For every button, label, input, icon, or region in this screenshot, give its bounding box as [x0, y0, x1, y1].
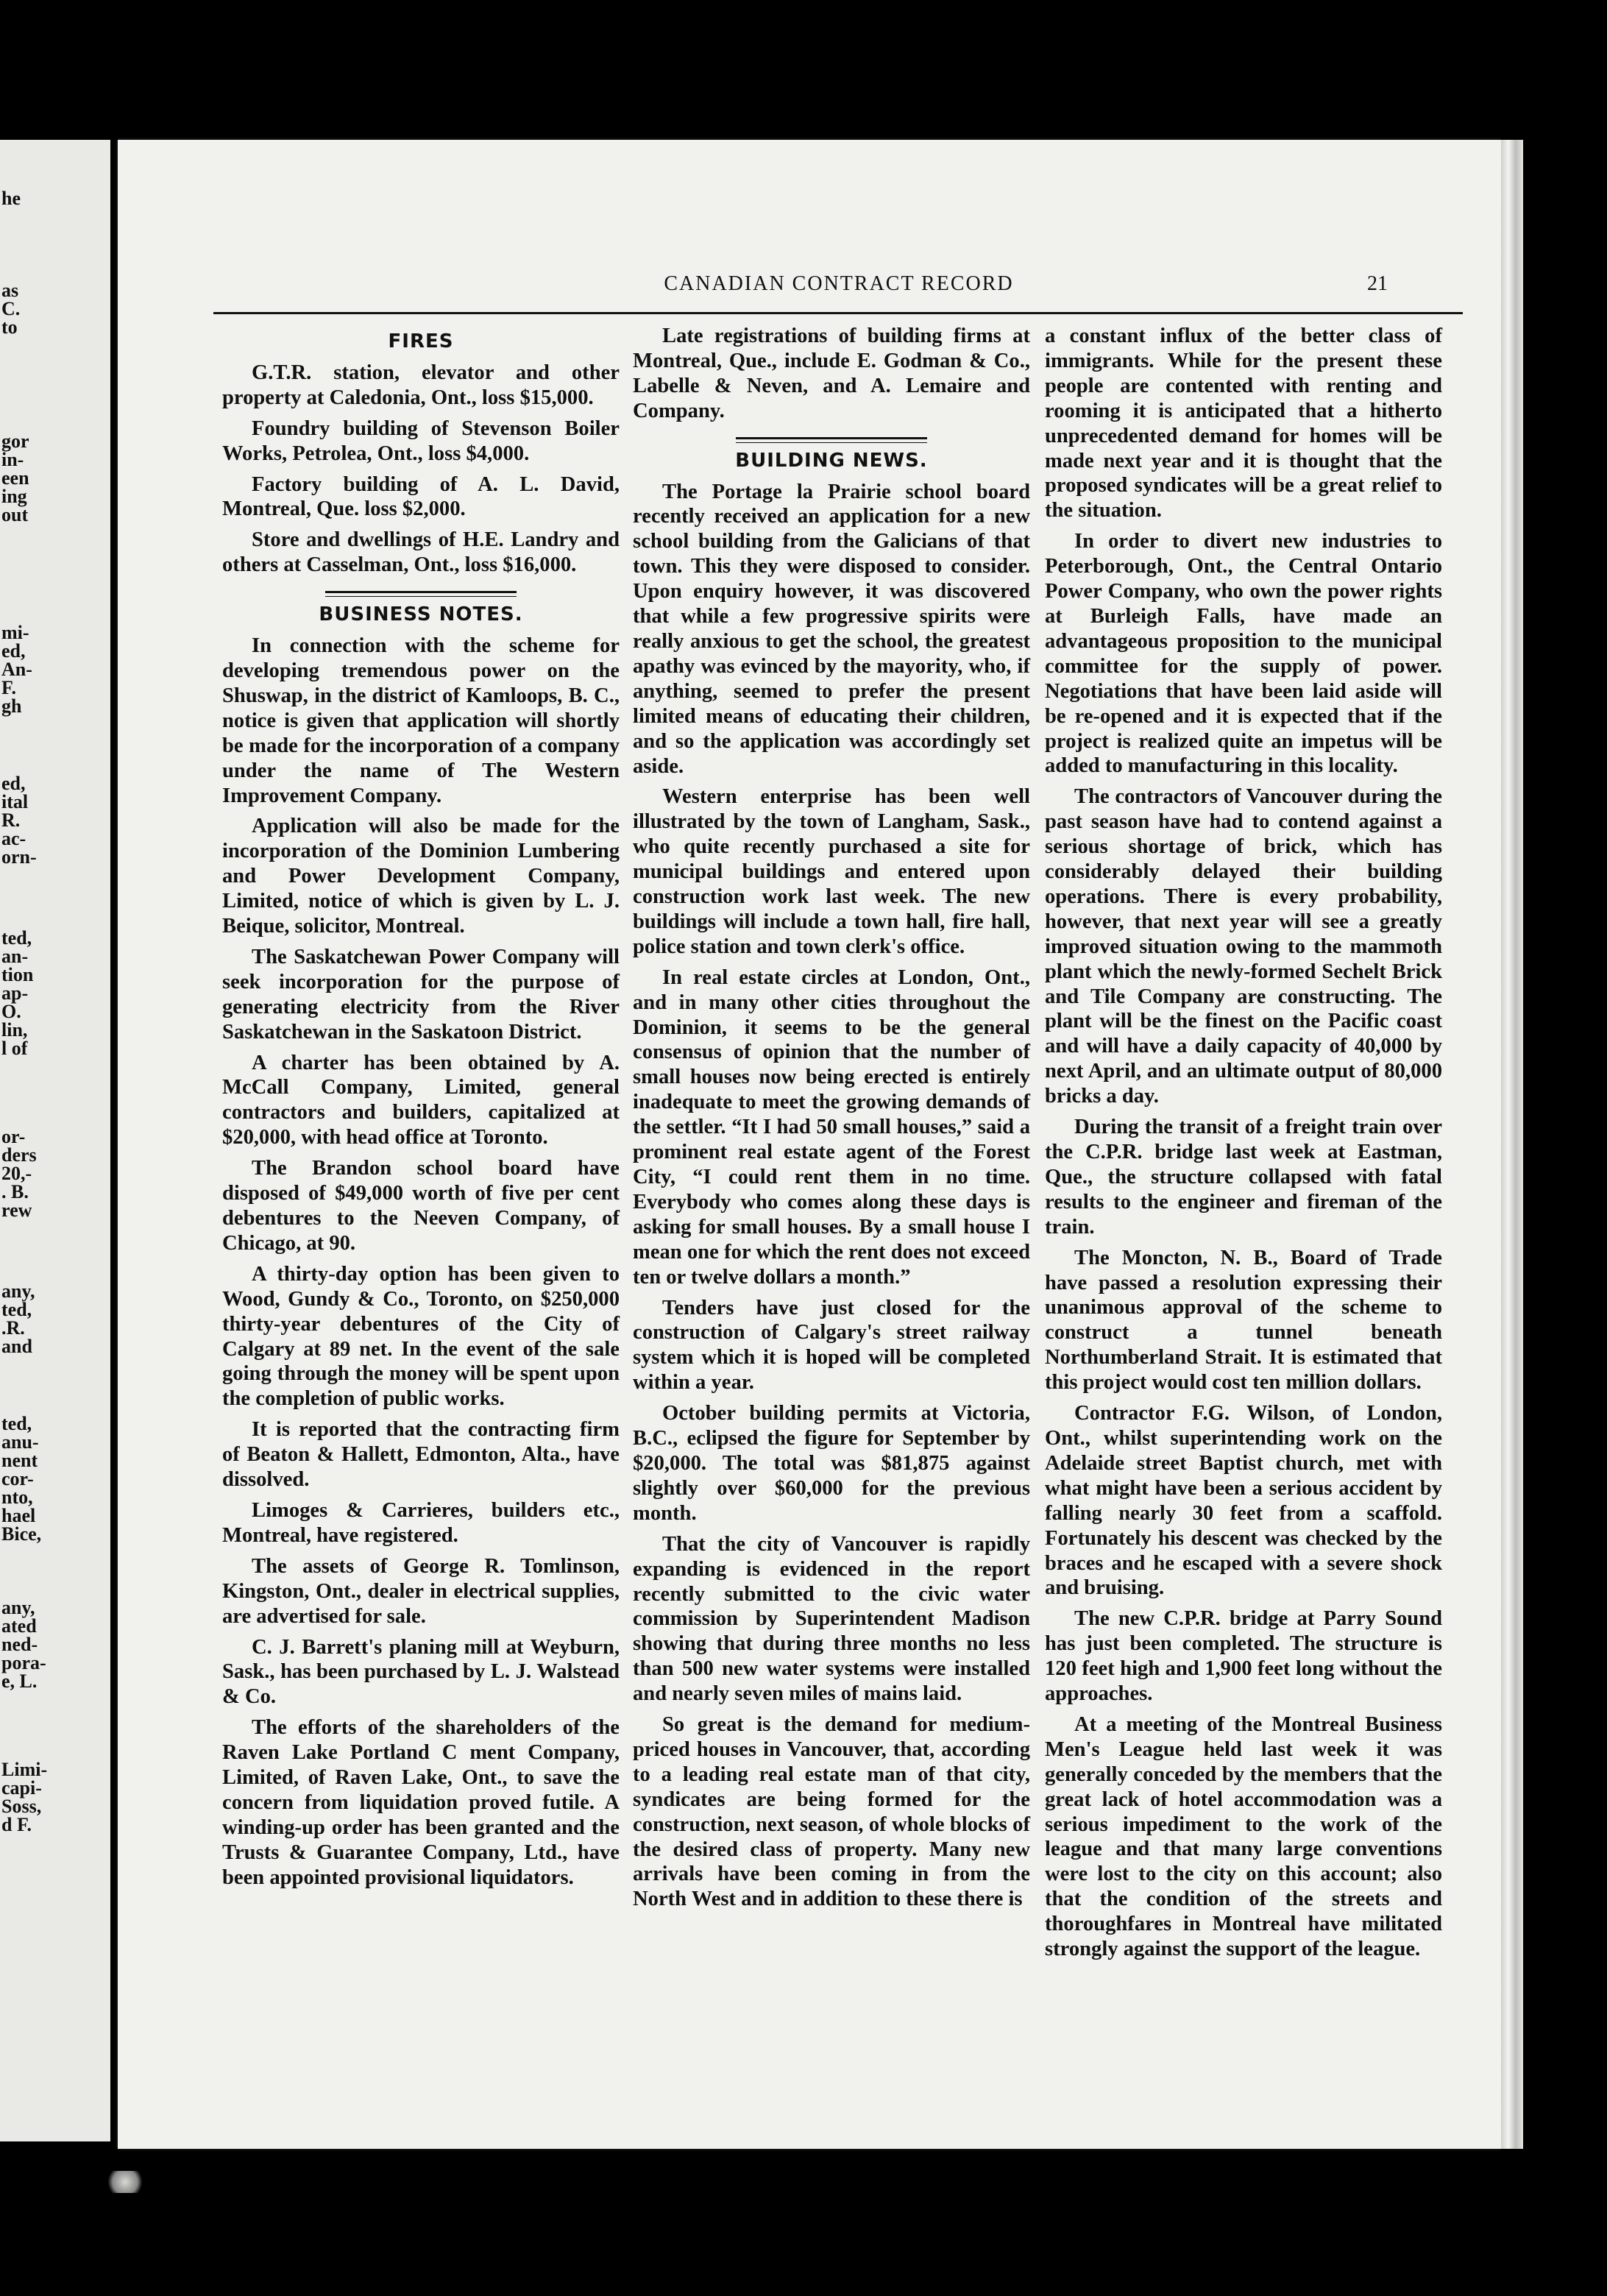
facing-page-fragment: [0, 140, 110, 2141]
news-paragraph: October building permits at Victoria, B.C., eclipsed the figure for September by $20,000. The total was $81,875 against slightly over $60,000 for the previous month.: [633, 1402, 1030, 1525]
business-note: Application will also be made for the incorporation of the Dominion Lumbering and Power Development Company, Limited, notice of which is given by L. J. Beique, solicitor, Montreal.: [222, 815, 620, 938]
facing-page-text: rew: [1, 1200, 32, 1221]
business-note: A charter has been obtained by A. McCall Company, Limited, general contractors and builders, capitalized at $20,000, with head office at Toronto.: [222, 1051, 620, 1149]
column-2: [633, 324, 1030, 1918]
facing-page-text: ted,: [1, 1413, 32, 1434]
page-edge: [1501, 140, 1523, 2149]
facing-page-text: he: [1, 188, 21, 209]
facing-page-text: An-: [1, 659, 32, 680]
building-news-list: [633, 480, 1030, 1913]
facing-page-text: ders: [1, 1144, 37, 1166]
facing-page-text: an-: [1, 946, 29, 967]
news-paragraph: In real estate circles at London, Ont., and in many other cities throughout the Dominion, it seems to be the general consensus of opinion that the number of small houses now being erected is entirely inadequate to meet the growing demands of the settler. “It I had 50 small houses,” said a prominent real estate agent of the Forest City, “I could rent them in no time. Everybody who comes along these days is asking for small houses. By a small house I mean one for which the rent does not exceed ten or twelve dollars a month.”: [633, 965, 1030, 1289]
facing-page-text: Soss,: [1, 1796, 42, 1817]
business-note: Limoges & Carrieres, builders etc., Montreal, have registered.: [222, 1498, 620, 1547]
news-paragraph: Tenders have just closed for the construction of Calgary's street railway system which it is hoped will be completed within a year.: [633, 1296, 1030, 1395]
facing-page-text: d F.: [1, 1814, 32, 1835]
registrations-note: [633, 324, 1030, 424]
column-3: [1045, 324, 1442, 1968]
facing-page-text: or-: [1, 1126, 26, 1147]
news-paragraph: The contractors of Vancouver during the past season have had to contend against a serious shortage of brick, which has considerably delayed their building operations. There is every probability, however, that next year will see a greatly improved situation owing to the mammoth plant which the newly-formed Sechelt Brick and Tile Company are constructing. The plant will be the finest on the Pacific coast and will have a daily capacity of 40,000 by next April, and an ultimate output of 80,000 bricks a day.: [1045, 785, 1442, 1108]
business-note: In connection with the scheme for developing tremendous power on the Shuswap, in the district of Kamloops, B. C., notice is given that application will shortly be made for the incorporation of a company under the name of The Western Improvement Company.: [222, 634, 620, 807]
news-paragraph: At a meeting of the Montreal Business Men's League held last week it was generally conceded by the members that the great lack of hotel accommodation was a serious impediment to the work of the league and that many large conventions were lost to the city on this account; also that the condition of the streets and thoroughfares in Montreal have militated strongly against the support of the league.: [1045, 1712, 1442, 1961]
news-paragraph: In order to divert new industries to Peterborough, Ont., the Central Ontario Power Company, who own the power rights at Burleigh Falls, have made an advantageous proposition to the municipal committee for the supply of power. Negotiations that have been laid aside will be re-opened and it is expected that if the project is realized quite an impetus will be added to manufacturing in this locality.: [1045, 530, 1442, 778]
facing-page-text: tion: [1, 964, 34, 985]
facing-page-text: Bice,: [1, 1523, 42, 1545]
facing-page-text: anu-: [1, 1431, 39, 1453]
facing-page-text: as: [1, 280, 19, 301]
business-notes-list: [222, 634, 620, 1891]
business-note: The Brandon school board have disposed of $49,000 worth of five per cent debentures to the Neeven Company, of Chicago, at 90.: [222, 1157, 620, 1255]
business-note: It is reported that the contracting firm of Beaton & Hallett, Edmonton, Alta., have dissolved.: [222, 1418, 620, 1492]
header-rule: [213, 312, 1463, 314]
facing-page-text: ted,: [1, 1299, 32, 1320]
facing-page-text: ac-: [1, 828, 26, 849]
facing-page-text: .R.: [1, 1317, 25, 1339]
news-paragraph: Late registrations of building firms at Montreal, Que., include E. Godman & Co., Labelle & Neven, and A. Lemaire and Company.: [633, 325, 1030, 422]
facing-page-text: pora-: [1, 1652, 46, 1673]
facing-page-text: ed,: [1, 640, 26, 662]
facing-page-text: hael: [1, 1505, 36, 1526]
facing-page-text: 20,-: [1, 1163, 32, 1184]
facing-page-text: nent: [1, 1450, 38, 1471]
facing-page-text: gor: [1, 431, 29, 452]
facing-page-text: out: [1, 504, 29, 525]
facing-page-text: F.: [1, 677, 16, 698]
business-note: The Saskatchewan Power Company will seek incorporation for the purpose of generating electricity from the River Saskatchewan in the Saskatoon District.: [222, 945, 620, 1044]
facing-page-text: mi-: [1, 622, 29, 643]
facing-page-text: to: [1, 316, 18, 338]
fires-list: [222, 361, 620, 578]
facing-page-text: ap-: [1, 982, 29, 1004]
business-notes-heading: BUSINESS NOTES.: [319, 603, 523, 626]
building-news-heading: BUILDING NEWS.: [735, 449, 928, 472]
facing-page-text: and: [1, 1336, 32, 1357]
column-1: [222, 324, 620, 1896]
fires-heading: FIRES: [388, 330, 454, 352]
facing-page-text: een: [1, 467, 29, 489]
news-paragraph: a constant influx of the better class of immigrants. While for the present these people are contented with renting and rooming it is anticipated that a hitherto unprecedented demand for homes will be made next year and it is thought that the proposed syndicates will be a great relief to the situation.: [1045, 325, 1442, 522]
fire-item: Factory building of A. L. David, Montreal, Que. loss $2,000.: [222, 472, 620, 521]
facing-page-text: e, L.: [1, 1670, 38, 1692]
building-news-continued: [1045, 324, 1442, 1962]
section-rule: [325, 591, 517, 597]
fire-item: Store and dwellings of H.E. Landry and others at Casselman, Ont., loss $16,000.: [222, 528, 620, 577]
page-number: 21: [1367, 272, 1388, 295]
news-paragraph: During the transit of a freight train over the C.P.R. bridge last week at Eastman, Que., the structure collapsed with fatal results to the engineer and fireman of the train.: [1045, 1116, 1442, 1239]
facing-page-text: any,: [1, 1597, 35, 1618]
facing-page-text: capi-: [1, 1777, 42, 1799]
news-paragraph: Western enterprise has been well illustrated by the town of Langham, Sask., who quite recently purchased a site for municipal buildings and entered upon construction work last week. The new buildings will include a town hall, fire hall, police station and town clerk's office.: [633, 785, 1030, 958]
facing-page-text: lin,: [1, 1019, 28, 1041]
facing-page-text: ing: [1, 486, 27, 507]
news-paragraph: The Portage la Prairie school board recently received an application for a new school building from the Galicians of that town. This they were disposed to consider. Upon enquiry however, it was discovered that while a few progressive spirits were really anxious to get the school, the greatest apathy was evinced by the mayority, who, if anything, seemed to prefer the present limited means of educating their children, and so the application was accordingly set aside.: [633, 480, 1030, 778]
business-note: The efforts of the shareholders of the Raven Lake Portland C ment Company, Limited, of Raven Lake, Ont., to save the concern from liquidation proved futile. A winding-up order has been granted and the Trusts & Guarantee Company, Ltd., have been appointed provisional liquidators.: [222, 1716, 620, 1889]
fire-item: G.T.R. station, elevator and other property at Caledonia, Ont., loss $15,000.: [222, 361, 620, 409]
facing-page-text: in-: [1, 449, 24, 470]
facing-page-text: nto,: [1, 1487, 33, 1508]
business-note: The assets of George R. Tomlinson, Kingston, Ont., dealer in electrical supplies, are advertised for sale.: [222, 1554, 620, 1628]
scan-smudge: [103, 2171, 147, 2193]
facing-page-text: ital: [1, 791, 29, 812]
facing-page-text: orn-: [1, 846, 37, 868]
facing-page-text: cor-: [1, 1468, 34, 1489]
facing-page-text: . B.: [1, 1181, 29, 1202]
news-paragraph: The new C.P.R. bridge at Parry Sound has just been completed. The structure is 120 feet high and 1,900 feet long without the approaches.: [1045, 1607, 1442, 1706]
news-paragraph: That the city of Vancouver is rapidly expanding is evidenced in the report recently submitted to the civic water commission by Superintendent Madison showing that during three months no less than 500 new water systems were installed and nearly seven miles of mains laid.: [633, 1532, 1030, 1706]
section-rule: [736, 437, 927, 443]
facing-page-text: ed,: [1, 773, 26, 794]
facing-page-text: O.: [1, 1001, 21, 1022]
facing-page-text: ated: [1, 1615, 37, 1637]
news-paragraph: Contractor F.G. Wilson, of London, Ont., whilst superintending work on the Adelaide street Baptist church, met with what might have been a serious accident by falling nearly 30 feet from a scaffold. Fortunately his descent was checked by the braces and he escaped with a severe shock and bruising.: [1045, 1402, 1442, 1600]
facing-page-text: l of: [1, 1038, 28, 1059]
fire-item: Foundry building of Stevenson Boiler Works, Petrolea, Ont., loss $4,000.: [222, 417, 620, 465]
business-note: A thirty-day option has been given to Wood, Gundy & Co., Toronto, on $250,000 thirty-year debentures of the City of Calgary at 89 net. In the event of the sale going through the money will be spent upon the completion of public works.: [222, 1262, 620, 1411]
facing-page-text: Limi-: [1, 1759, 48, 1780]
facing-page-text: C.: [1, 298, 21, 319]
facing-page-text: ted,: [1, 927, 32, 949]
facing-page-text: any,: [1, 1280, 35, 1302]
news-paragraph: So great is the demand for medium-priced houses in Vancouver, that, according to a leading real estate man of that city, syndicates are being formed for the construction, next season, of whole blocks of the desired class of property. Many new arrivals have been coming in from the North West and in addition to these there is: [633, 1713, 1030, 1911]
facing-page-text: gh: [1, 695, 22, 717]
facing-page-text: ned-: [1, 1634, 38, 1655]
running-head: CANADIAN CONTRACT RECORD: [664, 272, 1014, 295]
business-note: C. J. Barrett's planing mill at Weyburn, Sask., has been purchased by L. J. Walstead & Co.: [222, 1635, 620, 1709]
news-paragraph: The Moncton, N. B., Board of Trade have passed a resolution expressing their unanimous approval of the scheme to construct a tunnel beneath Northumberland Strait. It is estimated that this project would cost ten million dollars.: [1045, 1246, 1442, 1395]
facing-page-text: R.: [1, 809, 21, 831]
